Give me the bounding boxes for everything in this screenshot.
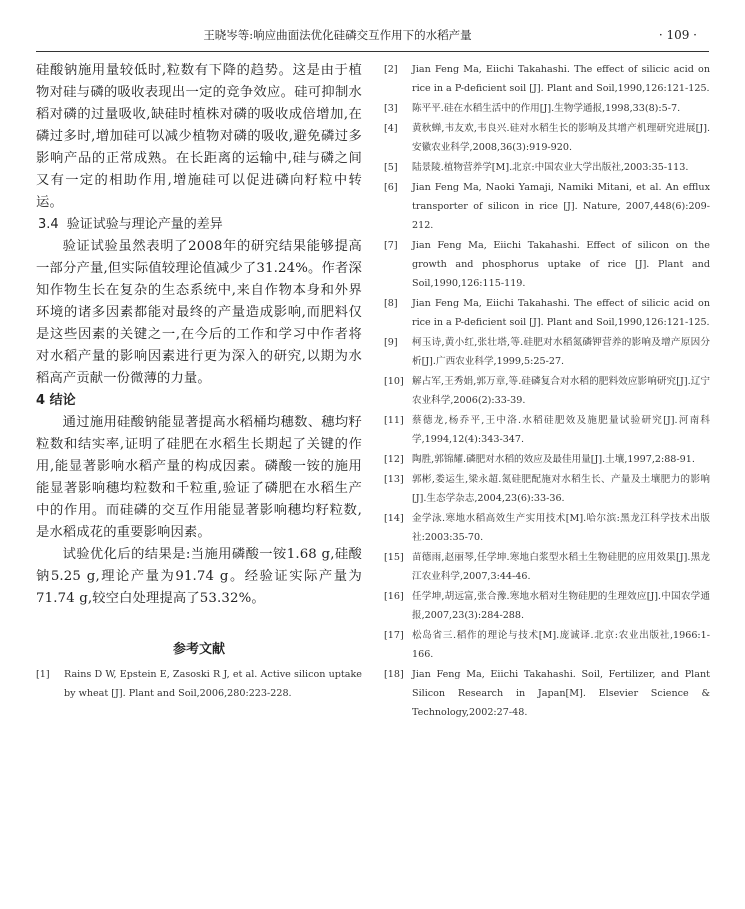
reference-item [384,178,710,235]
reference-item [384,60,710,98]
reference-number: [3] [384,103,398,114]
reference-text: Jian Feng Ma, Eiichi Takahashi. Soil, Fertilizer, and Plant Silicon Research in Japan[M]. Elsevier Science & Technology,2002:27-48. [412,669,710,718]
reference-number: [17] [384,630,404,641]
header-divider [36,51,709,52]
reference-item [384,372,710,410]
reference-number: [7] [384,240,398,251]
reference-item [384,236,710,293]
reference-number: [16] [384,591,404,602]
reference-number: [2] [384,64,398,75]
reference-item [384,665,710,722]
reference-text: 陈平平.硅在水稻生活中的作用[J].生物学通报,1998,33(8):5-7. [412,103,681,114]
reference-item [384,587,710,625]
paragraph-discussion: 硅酸钠施用量较低时,粒数有下降的趋势。这是由于植物对硅与磷的吸收表现出一定的竞争效应。硅可抑制水稻对磷的过量吸收,缺硅时植株对磷的吸收成倍增加,在磷过多时,增加硅可以减少植物对磷的吸收,避免磷过多影响产品的正常成熟。在长距离的运输中,硅与磷之间又有一定的相助作用,增施硅可以促进磷向籽粒中转运。 [36,63,362,210]
reference-item [384,548,710,586]
references-heading: 参考文献 [172,642,225,657]
left-column [36,60,362,703]
reference-text: 蔡德龙,杨乔平,王中洛.水稻硅肥效及施肥量试验研究[J].河南科学,1994,12(4):343-347. [412,415,710,445]
running-title: 王晓岑等:响应曲面法优化硅磷交互作用下的水稻产量 [203,28,472,42]
reference-text: 柯玉诗,黄小红,张壮塔,等.硅肥对水稻氮磷钾营养的影响及增产原因分析[J].广西农业科学,1999,5:25-27. [412,337,710,367]
reference-number: [15] [384,552,404,563]
reference-number: [10] [384,376,404,387]
right-column [384,60,710,723]
reference-item [384,294,710,332]
reference-text: 解占军,王秀娟,郭万章,等.硅磷复合对水稻的肥料效应影响研究[J].辽宁农业科学,2006(2):33-39. [412,376,710,406]
reference-number: [5] [384,162,398,173]
reference-text: Jian Feng Ma, Eiichi Takahashi. The effect of silicic acid on rice in a P-deficient soil [J]. Plant and Soil,1990,126:121-125. [412,64,710,94]
running-header [0,26,745,50]
section-title: 验证试验与理论产量的差异 [66,217,223,232]
reference-number: [6] [384,182,398,193]
reference-text: 陆景陵.植物营养学[M].北京:中国农业大学出版社,2003:35-113. [412,162,689,173]
reference-number: [11] [384,415,404,426]
section-heading-3-4 [36,214,362,236]
reference-item [384,158,710,177]
reference-number: [1] [36,669,50,680]
reference-number: [8] [384,298,398,309]
reference-item [384,411,710,449]
reference-item [384,470,710,508]
reference-item [36,665,362,703]
paragraph-verification: 验证试验虽然表明了2008年的研究结果能够提高一部分产量,但实际值较理论值减少了31.24%。作者深知作物生长在复杂的生态系统中,来自作物本身和外界环境的诸多因素都能对最终的产量造成影响,而肥料仅是这些因素的关键之一,在今后的工作和学习中作者将对水稻产量的影响因素进行更为深入的研究,以期为水稻高产贡献一份微薄的力量。 [36,239,362,386]
reference-item [384,626,710,664]
paragraph-conclusion-2: 试验优化后的结果是:当施用磷酸一铵1.68 g,硅酸钠5.25 g,理论产量为91.74 g。经验证实际产量为71.74 g,较空白处理提高了53.32%。 [36,547,362,606]
reference-item [384,450,710,469]
reference-number: [4] [384,123,398,134]
reference-text: 郭彬,娄运生,梁永超.氮硅肥配施对水稻生长、产量及土壤肥力的影响[J].生态学杂志,2004,23(6):33-36. [412,474,710,504]
reference-text: 松岛省三.稻作的理论与技术[M].庞诚译.北京:农业出版社,1966:1-166. [412,630,710,660]
reference-text: 任学坤,胡远富,张合豫.寒地水稻对生物硅肥的生理效应[J].中国农学通报,2007,23(3):284-288. [412,591,710,621]
reference-number: [14] [384,513,404,524]
paragraph-conclusion-1: 通过施用硅酸钠能显著提高水稻桶均穗数、穗均籽粒数和结实率,证明了硅肥在水稻生长期起了关键的作用,能显著影响水稻产量的构成因素。磷酸一铵的施用能显著影响穗均粒数和千粒重,验证了磷肥在水稻生产中的作用。而硅磷的交互作用能显著影响穗均籽粒数,是水稻成花的重要影响因素。 [36,415,362,540]
reference-number: [13] [384,474,404,485]
reference-item [384,333,710,371]
reference-number: [9] [384,337,398,348]
page-number: · 109 · [658,28,697,42]
reference-text: 金学泳.寒地水稻高效生产实用技术[M].哈尔滨:黑龙江科学技术出版社:2003:35-70. [412,513,710,543]
reference-item [384,509,710,547]
section-heading-conclusion: 4 结论 [36,393,76,408]
section-number: 3.4 [38,217,59,232]
reference-text: 苗德雨,赵丽琴,任学坤.寒地白浆型水稻土生物硅肥的应用效果[J].黑龙江农业科学,2007,3:44-46. [412,552,710,582]
reference-text: Jian Feng Ma, Eiichi Takahashi. Effect of silicon on the growth and phosphorus uptake of rice [J]. Plant and Soil,1990,126:115-119. [412,240,710,289]
reference-number: [18] [384,669,404,680]
reference-text: Jian Feng Ma, Naoki Yamaji, Namiki Mitani, et al. An efflux transporter of silicon in rice [J]. Nature, 2007,448(6):209-212. [412,182,710,231]
reference-text: Rains D W, Epstein E, Zasoski R J, et al. Active silicon uptake by wheat [J]. Plant and Soil,2006,280:223-228. [64,669,362,699]
reference-text: 陶胜,郭锦耀.磷肥对水稻的效应及最佳用量[J].土壤,1997,2:88-91. [412,454,695,465]
reference-text: Jian Feng Ma, Eiichi Takahashi. The effect of silicic acid on rice in a P-deficient soil [J]. Plant and Soil,1990,126:121-125. [412,298,710,328]
reference-text: 黄秋蝉,韦友欢,韦良兴.硅对水稻生长的影响及其增产机理研究进展[J].安徽农业科学,2008,36(3):919-920. [412,123,710,153]
reference-number: [12] [384,454,404,465]
reference-item [384,99,710,118]
reference-item [384,119,710,157]
